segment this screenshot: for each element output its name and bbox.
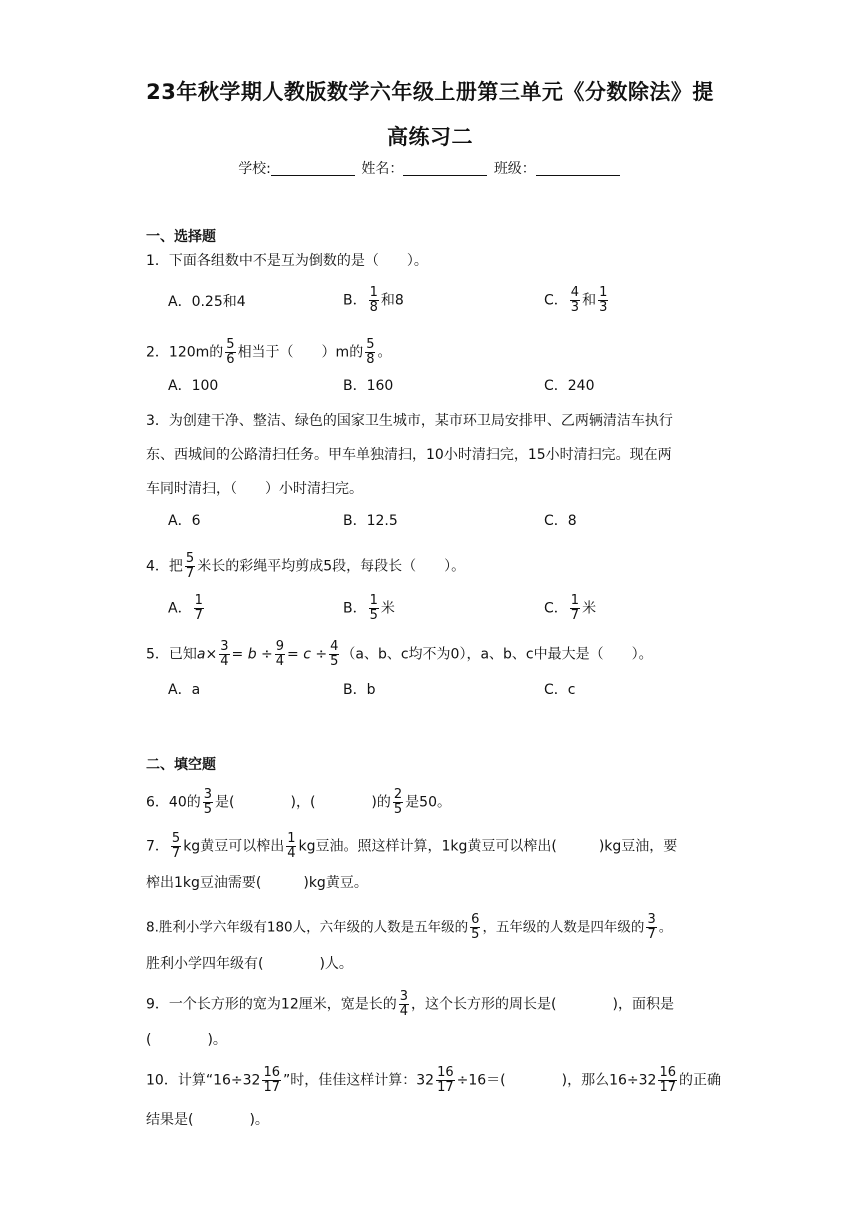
page-title-line2: 高练习二 (387, 125, 473, 149)
fraction: $\frac{3}{5}$ (203, 787, 213, 817)
fraction: $\frac{1}{7}$ (194, 593, 203, 623)
fraction: $\frac{1}{3}$ (599, 285, 608, 315)
q1-option-b: B． $\frac{1}{8}$ 和8 (343, 285, 404, 315)
section-heading-fill-blank: 二、填空题 (146, 757, 216, 773)
q3-option-b: B．12.5 (343, 513, 398, 529)
q4-option-c: C． $\frac{1}{7}$ 米 (544, 593, 597, 623)
section-heading-choice: 一、选择题 (146, 229, 216, 245)
school-label: 学校: (238, 161, 271, 177)
fraction: $\frac{1}{7}$ (570, 593, 580, 623)
name-label: 姓名： (361, 161, 404, 177)
q3-option-c: C．8 (544, 513, 577, 529)
name-blank (403, 161, 487, 176)
q3-option-a: A．6 (168, 513, 201, 529)
question-7-line1: 7． $\frac{5}{7}$ kg黄豆可以榨出 $\frac{1}{4}$ kg豆油。照这样计算，1kg黄豆可以榨出( )kg豆油，要 (146, 831, 678, 861)
question-9-line1: 9．一个长方形的宽为12厘米，宽是长的 $\frac{3}{4}$ ，这个长方形的周长是( )，面积是 (146, 989, 674, 1019)
fraction: $\frac{16}{17}$ (659, 1065, 676, 1095)
question-4-stem: 4．把 $\frac{5}{7}$ 米长的彩绳平均剪成5段，每段长（ ）。 (146, 551, 466, 581)
fraction: $\frac{3}{4}$ (399, 989, 409, 1019)
question-3-line2: 东、西城间的公路清扫任务。甲车单独清扫，10小时清扫完，15小时清扫完。现在两 (146, 447, 672, 463)
q5-option-b: B．b (343, 682, 376, 698)
fraction: $\frac{3}{7}$ (647, 912, 656, 942)
fraction: $\frac{5}{7}$ (185, 551, 195, 581)
q2-option-a: A．100 (168, 378, 219, 394)
class-blank (536, 161, 620, 176)
question-1-stem: 1．下面各组数中不是互为倒数的是（ ）。 (146, 253, 428, 269)
class-label: 班级： (493, 161, 536, 177)
fraction: $\frac{1}{4}$ (287, 831, 296, 861)
fraction: $\frac{9}{4}$ (275, 639, 285, 669)
question-8-line2: 胜利小学四年级有( )人。 (146, 956, 353, 972)
q1-option-c: C． $\frac{4}{3}$ 和 $\frac{1}{3}$ (544, 285, 608, 315)
fraction: $\frac{6}{5}$ (471, 912, 480, 942)
question-5-stem: 5．已知a× $\frac{3}{4}$ = b ÷ $\frac{9}{4}$ = c ÷ $\frac{4}{5}$ （a、b、c均不为0），a、b、c中最大是（ ）。 (146, 639, 653, 669)
question-3-line3: 车同时清扫，（ ）小时清扫完。 (146, 481, 363, 497)
fraction: $\frac{16}{17}$ (263, 1065, 280, 1095)
fraction: $\frac{4}{3}$ (570, 285, 580, 315)
question-10-line1: 10．计算“16÷32 $\frac{16}{17}$ ”时，佳佳这样计算：32 $\frac{16}{17}$ ÷16＝( )，那么16÷32 $\frac{16}{17}$ 的正确 (146, 1065, 721, 1095)
question-8-line1: 8.胜利小学六年级有180人，六年级的人数是五年级的 $\frac{6}{5}$ ，五年级的人数是四年级的 $\frac{3}{7}$ 。 (146, 912, 673, 942)
page-title-line1: 23年秋学期人教版数学六年级上册第三单元《分数除法》提 (146, 80, 714, 104)
fraction: $\frac{16}{17}$ (437, 1065, 454, 1095)
question-6: 6．40的 $\frac{3}{5}$ 是( )，( )的 $\frac{2}{5}$ 是50。 (146, 787, 451, 817)
question-9-line2: ( )。 (146, 1032, 227, 1048)
fraction: $\frac{2}{5}$ (393, 787, 403, 817)
fraction: $\frac{5}{8}$ (366, 337, 375, 367)
question-7-line2: 榨出1kg豆油需要( )kg黄豆。 (146, 875, 368, 891)
q4-option-a: A． $\frac{1}{7}$ (168, 593, 203, 623)
q1-option-a: A．0.25和4 (168, 294, 246, 310)
school-blank (271, 161, 355, 176)
q4-option-b: B． $\frac{1}{5}$ 米 (343, 593, 395, 623)
question-3-line1: 3．为创建干净、整洁、绿色的国家卫生城市，某市环卫局安排甲、乙两辆清洁车执行 (146, 413, 673, 429)
fraction: $\frac{4}{5}$ (330, 639, 339, 669)
student-info-row (0, 158, 860, 178)
fraction: $\frac{5}{7}$ (171, 831, 181, 861)
fraction: $\frac{1}{5}$ (369, 593, 378, 623)
q2-option-b: B．160 (343, 378, 394, 394)
fraction: $\frac{1}{8}$ (369, 285, 378, 315)
question-2-stem: 2．120m的 $\frac{5}{6}$ 相当于（ ）m的 $\frac{5}{8}$ 。 (146, 337, 392, 367)
q2-option-c: C．240 (544, 378, 595, 394)
q5-option-a: A．a (168, 682, 201, 698)
q5-option-c: C．c (544, 682, 576, 698)
fraction: $\frac{5}{6}$ (226, 337, 235, 367)
fraction: $\frac{3}{4}$ (220, 639, 229, 669)
question-10-line2: 结果是( )。 (146, 1112, 269, 1128)
